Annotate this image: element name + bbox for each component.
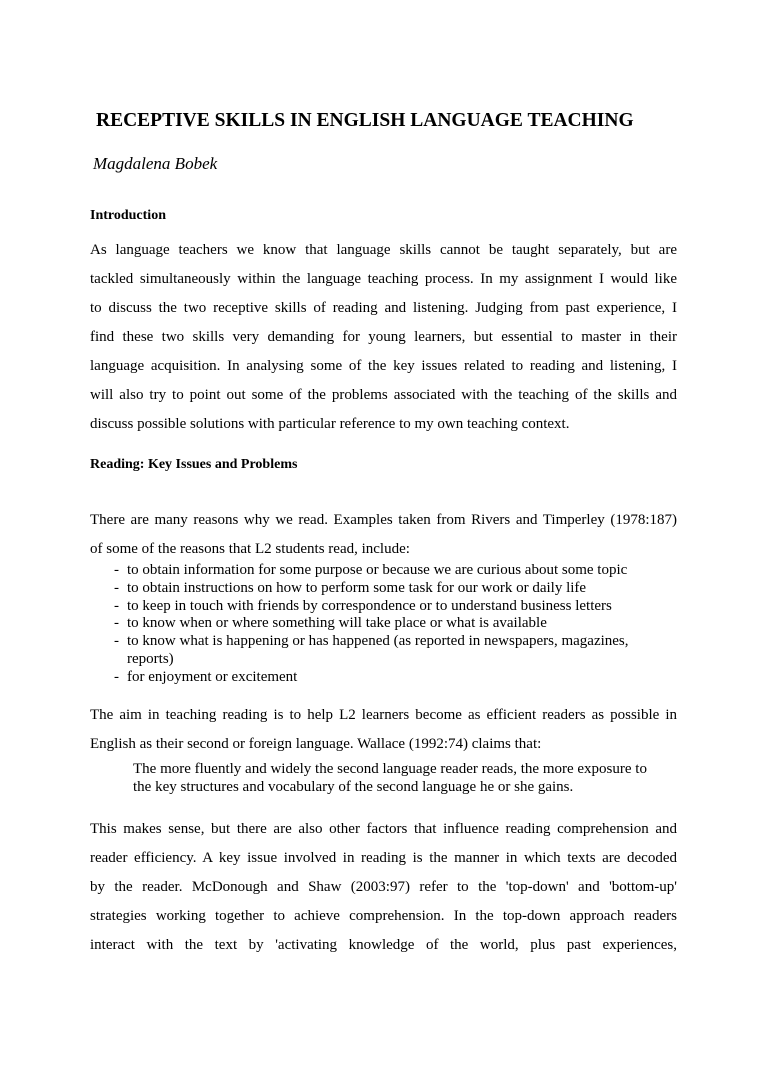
paragraph-line: to discuss the two receptive skills of reading and listening. Judging from past experience, I: [90, 300, 677, 316]
list-dash: -: [114, 579, 119, 596]
introduction-paragraph: [90, 236, 677, 439]
block-quote: [133, 760, 678, 796]
reading-heading: Reading: Key Issues and Problems: [90, 457, 298, 472]
list-item: [114, 562, 674, 580]
list-item-text: to obtain instructions on how to perform some task for our work or daily life: [127, 579, 587, 596]
list-item-text: to keep in touch with friends by correspondence or to understand business letters: [127, 597, 612, 614]
reading-intro-paragraph: [90, 506, 677, 564]
paragraph-line: of some of the reasons that L2 students read, include:: [90, 541, 410, 557]
paragraph-line: tackled simultaneously within the language teaching process. In my assignment I would like: [90, 271, 677, 287]
list-dash: -: [114, 615, 119, 632]
paragraph-line: There are many reasons why we read. Examples taken from Rivers and Timperley (1978:187): [90, 512, 677, 528]
reasons-list: [114, 562, 674, 687]
list-item-text: to obtain information for some purpose or because we are curious about some topic: [127, 562, 628, 578]
paragraph-line: reader efficiency. A key issue involved in reading is the manner in which texts are decoded: [90, 850, 677, 866]
paragraph-line: This makes sense, but there are also other factors that influence reading comprehension and: [90, 821, 677, 837]
list-item-text: to know what is happening or has happened (as reported in newspapers, magazines,: [127, 633, 629, 650]
list-item: [114, 615, 674, 633]
list-item: [114, 633, 674, 669]
list-item-continuation: reports): [127, 650, 174, 667]
introduction-heading: Introduction: [90, 208, 166, 223]
paragraph-line: English as their second or foreign language. Wallace (1992:74) claims that:: [90, 736, 542, 752]
list-dash: -: [114, 668, 119, 685]
list-item-text: to know when or where something will take place or what is available: [127, 615, 547, 632]
paragraph-line: will also try to point out some of the problems associated with the teaching of the skills and: [90, 387, 677, 403]
author-name: Magdalena Bobek: [93, 154, 218, 173]
paragraph-line: The aim in teaching reading is to help L2 learners become as efficient readers as possible in: [90, 707, 677, 723]
paragraph-line: by the reader. McDonough and Shaw (2003:97) refer to the 'top-down' and 'bottom-up': [90, 879, 677, 895]
list-dash: -: [114, 562, 119, 578]
list-dash: -: [114, 597, 119, 614]
paragraph-line: As language teachers we know that language skills cannot be taught separately, but are: [90, 242, 677, 258]
paragraph-line: language acquisition. In analysing some of the key issues related to reading and listening, I: [90, 358, 677, 374]
paragraph-line: find these two skills very demanding for young learners, but essential to master in their: [90, 329, 677, 345]
paragraph-line: interact with the text by 'activating knowledge of the world, plus past experiences,: [90, 937, 677, 953]
list-item-text: for enjoyment or excitement: [127, 668, 298, 685]
list-item: [114, 669, 674, 687]
list-item: [114, 598, 674, 616]
reading-aim-paragraph: [90, 701, 677, 759]
quote-line: The more fluently and widely the second language reader reads, the more exposure to: [133, 761, 647, 777]
list-item: [114, 580, 674, 598]
reading-closing-paragraph: [90, 815, 677, 960]
paragraph-line: strategies working together to achieve comprehension. In the top-down approach readers: [90, 908, 677, 924]
list-dash: -: [114, 633, 119, 650]
quote-line: the key structures and vocabulary of the second language he or she gains.: [133, 779, 574, 795]
paragraph-line: discuss possible solutions with particular reference to my own teaching context.: [90, 416, 570, 432]
document-title: RECEPTIVE SKILLS IN ENGLISH LANGUAGE TEACHING: [96, 110, 634, 131]
